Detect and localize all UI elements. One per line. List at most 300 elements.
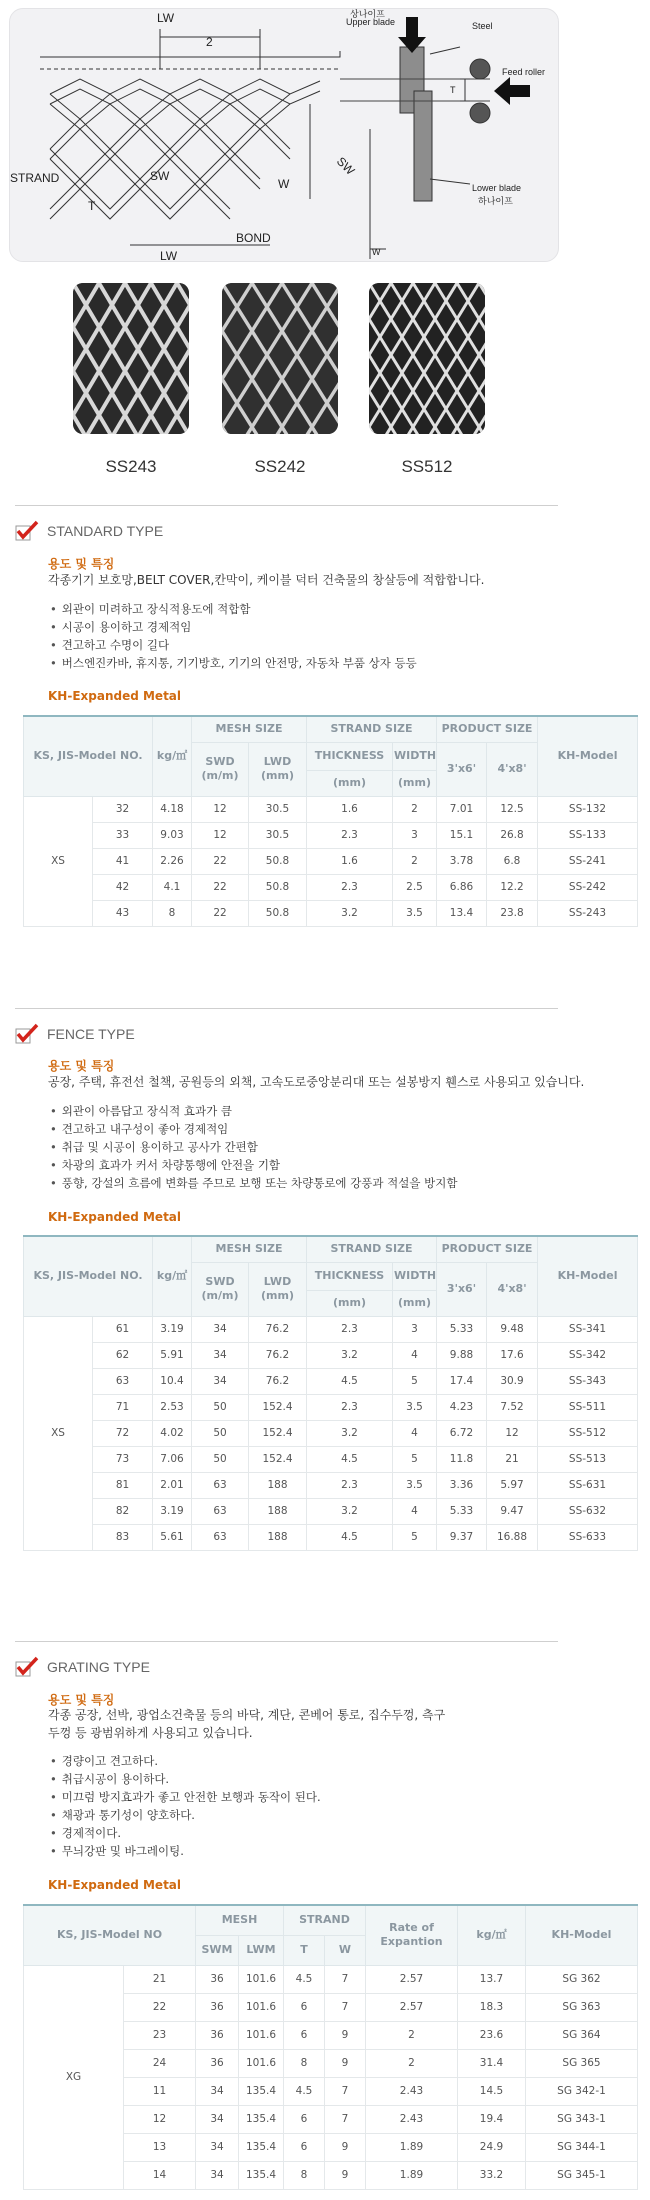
sample-caption: SS242 bbox=[254, 457, 306, 476]
table-cell: SS-132 bbox=[538, 796, 638, 822]
table-cell: 12 bbox=[487, 1420, 538, 1446]
table-cell: SG 365 bbox=[526, 2049, 638, 2077]
table-cell: 2.3 bbox=[307, 874, 393, 900]
table-cell: 2.3 bbox=[307, 1472, 393, 1498]
table-cell: 11.8 bbox=[437, 1446, 487, 1472]
table-cell: 2.57 bbox=[366, 1965, 458, 1993]
lw-top-label: LW bbox=[157, 11, 175, 25]
header-w: W bbox=[325, 1935, 366, 1965]
table-row bbox=[24, 1965, 638, 1993]
table-row bbox=[24, 1446, 638, 1472]
table-cell: 33 bbox=[93, 822, 153, 848]
check-icon bbox=[15, 1656, 41, 1678]
table-cell: 23 bbox=[124, 2021, 196, 2049]
table-cell: 9 bbox=[325, 2161, 366, 2189]
header-lwd: LWD (mm) bbox=[249, 742, 307, 796]
header-kh: KH-Model bbox=[538, 1236, 638, 1316]
table-cell: SG 364 bbox=[526, 2021, 638, 2049]
table-cell: 5.33 bbox=[437, 1316, 487, 1342]
table-cell: 76.2 bbox=[249, 1368, 307, 1394]
table-cell: 6 bbox=[284, 1993, 325, 2021]
table-cell: 152.4 bbox=[249, 1446, 307, 1472]
table-cell: 5 bbox=[393, 1446, 437, 1472]
lower-blade-ko-label: 하나이프 bbox=[478, 196, 513, 206]
list-item: • 취급시공이 용이하다. bbox=[50, 1770, 321, 1788]
header-thickness: THICKNESS bbox=[307, 742, 393, 770]
table-cell: 62 bbox=[93, 1342, 153, 1368]
table-cell: 24.9 bbox=[458, 2133, 526, 2161]
list-item: • 시공이 용이하고 경제적임 bbox=[50, 618, 417, 636]
table-cell: 135.4 bbox=[239, 2105, 284, 2133]
lower-blade-label: Lower blade bbox=[472, 183, 522, 193]
table-cell: 19.4 bbox=[458, 2105, 526, 2133]
header-model: KS, JIS-Model NO. bbox=[24, 716, 153, 796]
sample-image-ss242 bbox=[222, 283, 338, 434]
table-cell: 2.43 bbox=[366, 2105, 458, 2133]
table-cell: 50 bbox=[192, 1394, 249, 1420]
table-cell: 8 bbox=[284, 2049, 325, 2077]
table-cell: 4.1 bbox=[153, 874, 192, 900]
header-strand: STRAND SIZE bbox=[307, 1236, 437, 1262]
header-kg: kg/㎡ bbox=[153, 716, 192, 796]
table-cell: SS-511 bbox=[538, 1394, 638, 1420]
table-row bbox=[24, 796, 638, 822]
list-item: • 경량이고 견고하다. bbox=[50, 1752, 321, 1770]
table-cell: 50 bbox=[192, 1446, 249, 1472]
table-cell: 22 bbox=[192, 848, 249, 874]
t-right-label: T bbox=[450, 85, 456, 95]
table-cell: 8 bbox=[153, 900, 192, 926]
list-item: • 미끄럼 방지효과가 좋고 안전한 보행과 동작이 된다. bbox=[50, 1788, 321, 1806]
table-cell: 50.8 bbox=[249, 874, 307, 900]
table-cell: 101.6 bbox=[239, 2049, 284, 2077]
table-cell: 1.6 bbox=[307, 848, 393, 874]
table-row bbox=[24, 1368, 638, 1394]
table-row bbox=[24, 1342, 638, 1368]
usage-description: 공장, 주택, 휴전선 철책, 공원등의 외책, 고속도로중앙분리대 또는 설봉방지 휀스로 사용되고 있습니다. bbox=[48, 1075, 585, 1089]
table-cell: 4.5 bbox=[284, 1965, 325, 1993]
table-cell: 34 bbox=[196, 2133, 239, 2161]
table-cell: 2.5 bbox=[393, 874, 437, 900]
table-cell: 7.01 bbox=[437, 796, 487, 822]
table-cell: 3.2 bbox=[307, 900, 393, 926]
table-cell: 36 bbox=[196, 1993, 239, 2021]
table-cell: 5 bbox=[393, 1368, 437, 1394]
table-cell: SG 345-1 bbox=[526, 2161, 638, 2189]
table-row bbox=[24, 1316, 638, 1342]
table-cell: 21 bbox=[487, 1446, 538, 1472]
header-lwd: LWD (mm) bbox=[249, 1262, 307, 1316]
table-cell: SG 363 bbox=[526, 1993, 638, 2021]
header-width: WIDTH bbox=[393, 742, 437, 770]
list-item: • 견고하고 수명이 길다 bbox=[50, 636, 417, 654]
table-cell: 2.01 bbox=[153, 1472, 192, 1498]
table-cell: 22 bbox=[124, 1993, 196, 2021]
section-divider bbox=[15, 1641, 558, 1642]
table-cell: 50.8 bbox=[249, 900, 307, 926]
usage-description: 각종 공장, 선박, 광업소건축물 등의 바닥, 계단, 콘베어 통로, 집수두껑, 측구두껑 등 광범위하게 사용되고 있습니다. bbox=[48, 1708, 446, 1740]
table-cell: 9.47 bbox=[487, 1498, 538, 1524]
table-cell: 22 bbox=[192, 900, 249, 926]
table-cell: 2.57 bbox=[366, 1993, 458, 2021]
table-cell: 2.43 bbox=[366, 2077, 458, 2105]
list-item: • 외관이 미려하고 장식적용도에 적합함 bbox=[50, 600, 417, 618]
table-body bbox=[24, 1965, 638, 2189]
table-cell: SS-631 bbox=[538, 1472, 638, 1498]
table-cell: 9 bbox=[325, 2021, 366, 2049]
table-cell: 76.2 bbox=[249, 1316, 307, 1342]
table-cell: 61 bbox=[93, 1316, 153, 1342]
table-cell: 135.4 bbox=[239, 2077, 284, 2105]
expanded-metal-diagram bbox=[9, 8, 559, 262]
table-cell: 63 bbox=[192, 1498, 249, 1524]
table-cell: 7 bbox=[325, 1965, 366, 1993]
header-strand: STRAND bbox=[284, 1905, 366, 1935]
spec-table-standard bbox=[23, 715, 638, 927]
table-cell: 73 bbox=[93, 1446, 153, 1472]
steel-label: Steel bbox=[472, 21, 493, 31]
header-p2: 4'x8' bbox=[487, 1262, 538, 1316]
table-cell: 152.4 bbox=[249, 1394, 307, 1420]
table-cell: 13 bbox=[124, 2133, 196, 2161]
table-cell: SS-512 bbox=[538, 1420, 638, 1446]
table-cell: 7.06 bbox=[153, 1446, 192, 1472]
table-cell: 5.33 bbox=[437, 1498, 487, 1524]
table-cell: 63 bbox=[192, 1524, 249, 1550]
table-cell: 101.6 bbox=[239, 2021, 284, 2049]
table-cell: 9.48 bbox=[487, 1316, 538, 1342]
header-p2: 4'x8' bbox=[487, 742, 538, 796]
header-product: PRODUCT SIZE bbox=[437, 1236, 538, 1262]
header-t: T bbox=[284, 1935, 325, 1965]
table-cell: 23.8 bbox=[487, 900, 538, 926]
table-cell: 34 bbox=[196, 2077, 239, 2105]
feed-roller-label: Feed roller bbox=[502, 67, 546, 77]
usage-title: 용도 및 특징 bbox=[48, 1059, 115, 1073]
table-body bbox=[24, 796, 638, 926]
table-cell: 32 bbox=[93, 796, 153, 822]
table-cell: 34 bbox=[192, 1316, 249, 1342]
list-item: • 외관이 아름답고 장식적 효과가 큼 bbox=[50, 1102, 458, 1120]
table-cell: 63 bbox=[192, 1472, 249, 1498]
check-icon bbox=[15, 520, 41, 542]
table-cell: 12 bbox=[192, 796, 249, 822]
table-cell: 30.5 bbox=[249, 822, 307, 848]
header-product: PRODUCT SIZE bbox=[437, 716, 538, 742]
list-item: • 견고하고 내구성이 좋아 경제적임 bbox=[50, 1120, 458, 1138]
table-cell: 5.61 bbox=[153, 1524, 192, 1550]
table-cell: 18.3 bbox=[458, 1993, 526, 2021]
table-cell: SS-243 bbox=[538, 900, 638, 926]
table-cell: 7 bbox=[325, 1993, 366, 2021]
t-left-label: T bbox=[88, 199, 96, 213]
table-cell: 4 bbox=[393, 1420, 437, 1446]
table-cell: 63 bbox=[93, 1368, 153, 1394]
table-cell: 6.8 bbox=[487, 848, 538, 874]
table-cell: 50.8 bbox=[249, 848, 307, 874]
table-cell: 34 bbox=[192, 1368, 249, 1394]
table-cell: 4.5 bbox=[284, 2077, 325, 2105]
table-cell: 10.4 bbox=[153, 1368, 192, 1394]
table-cell: 152.4 bbox=[249, 1420, 307, 1446]
table-cell: 2 bbox=[366, 2021, 458, 2049]
table-cell: 36 bbox=[196, 2049, 239, 2077]
table-cell: 9.03 bbox=[153, 822, 192, 848]
table-cell: 30.9 bbox=[487, 1368, 538, 1394]
table-cell: 2 bbox=[393, 796, 437, 822]
table-cell: 1.89 bbox=[366, 2133, 458, 2161]
section-divider bbox=[15, 505, 558, 506]
table-cell: 7 bbox=[325, 2105, 366, 2133]
table-row bbox=[24, 822, 638, 848]
table-cell: 26.8 bbox=[487, 822, 538, 848]
table-cell: 3.19 bbox=[153, 1316, 192, 1342]
table-cell: 41 bbox=[93, 848, 153, 874]
table-cell: 12 bbox=[124, 2105, 196, 2133]
header-p1: 3'x6' bbox=[437, 742, 487, 796]
table-row bbox=[24, 900, 638, 926]
table-cell: 3 bbox=[393, 1316, 437, 1342]
table-row bbox=[24, 848, 638, 874]
table-cell: 4.23 bbox=[437, 1394, 487, 1420]
list-item: • 차광의 효과가 커서 차량통행에 안전을 기함 bbox=[50, 1156, 458, 1174]
group-cell: XS bbox=[24, 1316, 93, 1550]
table-cell: 2 bbox=[366, 2049, 458, 2077]
list-item: • 무늬강판 및 바그레이팅. bbox=[50, 1842, 321, 1860]
table-cell: 9 bbox=[325, 2049, 366, 2077]
header-kg: kg/㎡ bbox=[458, 1905, 526, 1965]
table-cell: 101.6 bbox=[239, 1965, 284, 1993]
header-model: KS, JIS-Model NO. bbox=[24, 1236, 153, 1316]
w-bottom-label: W bbox=[372, 247, 381, 257]
table-cell: SS-343 bbox=[538, 1368, 638, 1394]
usage-title: 용도 및 특징 bbox=[48, 1693, 115, 1707]
table-row bbox=[24, 1420, 638, 1446]
table-cell: 36 bbox=[196, 1965, 239, 1993]
usage-description: 각종기기 보호망,BELT COVER,칸막이, 케이블 덕터 건축물의 창살등에 적합합니다. bbox=[48, 573, 485, 587]
header-lwm: LWM bbox=[239, 1935, 284, 1965]
table-cell: 50 bbox=[192, 1420, 249, 1446]
table-cell: SS-242 bbox=[538, 874, 638, 900]
table-cell: 2.26 bbox=[153, 848, 192, 874]
header-mesh: MESH bbox=[196, 1905, 284, 1935]
table-row bbox=[24, 1394, 638, 1420]
table-cell: 6 bbox=[284, 2105, 325, 2133]
table-cell: 14 bbox=[124, 2161, 196, 2189]
table-cell: SS-133 bbox=[538, 822, 638, 848]
header-strand: STRAND SIZE bbox=[307, 716, 437, 742]
header-thickness-unit: (mm) bbox=[307, 770, 393, 796]
upper-blade-label: Upper blade bbox=[346, 17, 396, 27]
table-cell: 83 bbox=[93, 1524, 153, 1550]
spec-table-fence bbox=[23, 1235, 638, 1551]
section-title: FENCE TYPE bbox=[47, 1026, 135, 1042]
strand-label: STRAND bbox=[10, 171, 60, 185]
sample-image-ss243 bbox=[73, 283, 189, 434]
table-cell: SS-633 bbox=[538, 1524, 638, 1550]
header-thickness: THICKNESS bbox=[307, 1262, 393, 1290]
list-item: • 경제적이다. bbox=[50, 1824, 321, 1842]
table-cell: 81 bbox=[93, 1472, 153, 1498]
sw-right-label: SW bbox=[333, 154, 358, 178]
table-cell: SS-341 bbox=[538, 1316, 638, 1342]
table-cell: 188 bbox=[249, 1498, 307, 1524]
table-cell: 6 bbox=[284, 2021, 325, 2049]
table-cell: 43 bbox=[93, 900, 153, 926]
sample-caption: SS243 bbox=[105, 457, 157, 476]
header-swd: SWD (m/m) bbox=[192, 1262, 249, 1316]
table-cell: 101.6 bbox=[239, 1993, 284, 2021]
table-cell: 34 bbox=[196, 2105, 239, 2133]
table-cell: 22 bbox=[192, 874, 249, 900]
header-rate: Rate of Expantion bbox=[366, 1905, 458, 1965]
table-cell: 2.3 bbox=[307, 1394, 393, 1420]
sw-label: SW bbox=[150, 169, 170, 183]
table-cell: 13.4 bbox=[437, 900, 487, 926]
table-cell: 72 bbox=[93, 1420, 153, 1446]
header-width-unit: (mm) bbox=[393, 1290, 437, 1316]
header-width: WIDTH bbox=[393, 1262, 437, 1290]
table-row bbox=[24, 874, 638, 900]
sample-image-ss512 bbox=[369, 283, 485, 434]
header-kh: KH-Model bbox=[526, 1905, 638, 1965]
table-cell: 3.78 bbox=[437, 848, 487, 874]
table-cell: 3.5 bbox=[393, 1394, 437, 1420]
table-cell: 3.2 bbox=[307, 1498, 393, 1524]
table-cell: 4.5 bbox=[307, 1446, 393, 1472]
table-cell: 8 bbox=[284, 2161, 325, 2189]
list-item: • 취급 및 시공이 용이하고 공사가 간편함 bbox=[50, 1138, 458, 1156]
table-body bbox=[24, 1316, 638, 1550]
table-cell: 9.88 bbox=[437, 1342, 487, 1368]
table-cell: 7.52 bbox=[487, 1394, 538, 1420]
table-cell: 9.37 bbox=[437, 1524, 487, 1550]
table-cell: 3.36 bbox=[437, 1472, 487, 1498]
table-cell: 71 bbox=[93, 1394, 153, 1420]
header-swd: SWD (m/m) bbox=[192, 742, 249, 796]
table-cell: 5.97 bbox=[487, 1472, 538, 1498]
list-item: • 버스엔진카바, 휴지통, 기기방호, 기기의 안전망, 자동차 부품 상자 등등 bbox=[50, 654, 417, 672]
list-item: • 풍향, 강설의 흐름에 변화를 주므로 보행 또는 차량통로에 강풍과 적설을 방지함 bbox=[50, 1174, 458, 1192]
header-p1: 3'x6' bbox=[437, 1262, 487, 1316]
table-cell: 34 bbox=[196, 2161, 239, 2189]
table-cell: 14.5 bbox=[458, 2077, 526, 2105]
header-swm: SWM bbox=[196, 1935, 239, 1965]
table-cell: 2.3 bbox=[307, 822, 393, 848]
table-cell: 4.18 bbox=[153, 796, 192, 822]
table-cell: 3 bbox=[393, 822, 437, 848]
table-title: KH-Expanded Metal bbox=[48, 1878, 182, 1892]
table-cell: 13.7 bbox=[458, 1965, 526, 1993]
table-cell: 135.4 bbox=[239, 2133, 284, 2161]
group-cell: XG bbox=[24, 1965, 124, 2189]
table-cell: 4 bbox=[393, 1498, 437, 1524]
feature-list bbox=[50, 600, 417, 672]
table-cell: SG 344-1 bbox=[526, 2133, 638, 2161]
table-cell: 15.1 bbox=[437, 822, 487, 848]
table-cell: 21 bbox=[124, 1965, 196, 1993]
header-width-unit: (mm) bbox=[393, 770, 437, 796]
table-row bbox=[24, 1498, 638, 1524]
table-cell: 4.5 bbox=[307, 1524, 393, 1550]
table-cell: 188 bbox=[249, 1524, 307, 1550]
table-cell: 76.2 bbox=[249, 1342, 307, 1368]
table-cell: 17.6 bbox=[487, 1342, 538, 1368]
table-cell: 3.5 bbox=[393, 1472, 437, 1498]
table-cell: 82 bbox=[93, 1498, 153, 1524]
feature-list bbox=[50, 1102, 458, 1192]
table-cell: 30.5 bbox=[249, 796, 307, 822]
table-row bbox=[24, 1524, 638, 1550]
table-cell: 16.88 bbox=[487, 1524, 538, 1550]
table-cell: 6.72 bbox=[437, 1420, 487, 1446]
table-cell: 12.2 bbox=[487, 874, 538, 900]
table-cell: SG 343-1 bbox=[526, 2105, 638, 2133]
table-cell: 3.2 bbox=[307, 1342, 393, 1368]
table-title: KH-Expanded Metal bbox=[48, 1210, 182, 1224]
table-cell: 12.5 bbox=[487, 796, 538, 822]
header-mesh: MESH SIZE bbox=[192, 1236, 307, 1262]
table-cell: 12 bbox=[192, 822, 249, 848]
table-cell: 24 bbox=[124, 2049, 196, 2077]
table-cell: SG 342-1 bbox=[526, 2077, 638, 2105]
table-cell: 31.4 bbox=[458, 2049, 526, 2077]
header-mesh: MESH SIZE bbox=[192, 716, 307, 742]
table-cell: 5.91 bbox=[153, 1342, 192, 1368]
table-cell: 3.2 bbox=[307, 1420, 393, 1446]
table-cell: 6.86 bbox=[437, 874, 487, 900]
usage-title: 용도 및 특징 bbox=[48, 557, 115, 571]
lw-top-number: 2 bbox=[206, 35, 213, 49]
table-cell: SS-241 bbox=[538, 848, 638, 874]
table-cell: 1.89 bbox=[366, 2161, 458, 2189]
table-cell: SG 362 bbox=[526, 1965, 638, 1993]
table-title: KH-Expanded Metal bbox=[48, 689, 182, 703]
group-cell: XS bbox=[24, 796, 93, 926]
table-cell: 3.19 bbox=[153, 1498, 192, 1524]
table-cell: 188 bbox=[249, 1472, 307, 1498]
table-cell: 33.2 bbox=[458, 2161, 526, 2189]
section-divider bbox=[15, 1008, 558, 1009]
table-cell: 7 bbox=[325, 2077, 366, 2105]
table-cell: 4 bbox=[393, 1342, 437, 1368]
upper-blade-ko-label: 상나이프 bbox=[350, 9, 385, 19]
section-title: GRATING TYPE bbox=[47, 1659, 150, 1675]
lw-bottom-label: LW bbox=[160, 249, 178, 262]
sample-caption: SS512 bbox=[401, 457, 453, 476]
table-cell: SS-342 bbox=[538, 1342, 638, 1368]
bond-label: BOND bbox=[236, 231, 271, 245]
table-cell: 5 bbox=[393, 1524, 437, 1550]
diagram-drawing bbox=[10, 9, 558, 261]
table-cell: 4.02 bbox=[153, 1420, 192, 1446]
table-cell: 2.53 bbox=[153, 1394, 192, 1420]
table-cell: 11 bbox=[124, 2077, 196, 2105]
table-cell: 4.5 bbox=[307, 1368, 393, 1394]
table-cell: 135.4 bbox=[239, 2161, 284, 2189]
table-cell: SS-632 bbox=[538, 1498, 638, 1524]
section-title: STANDARD TYPE bbox=[47, 523, 164, 539]
table-cell: 23.6 bbox=[458, 2021, 526, 2049]
table-cell: 9 bbox=[325, 2133, 366, 2161]
table-cell: 3.5 bbox=[393, 900, 437, 926]
table-cell: 2.3 bbox=[307, 1316, 393, 1342]
table-cell: 42 bbox=[93, 874, 153, 900]
header-thickness-unit: (mm) bbox=[307, 1290, 393, 1316]
table-cell: 1.6 bbox=[307, 796, 393, 822]
table-cell: 2 bbox=[393, 848, 437, 874]
table-cell: 6 bbox=[284, 2133, 325, 2161]
